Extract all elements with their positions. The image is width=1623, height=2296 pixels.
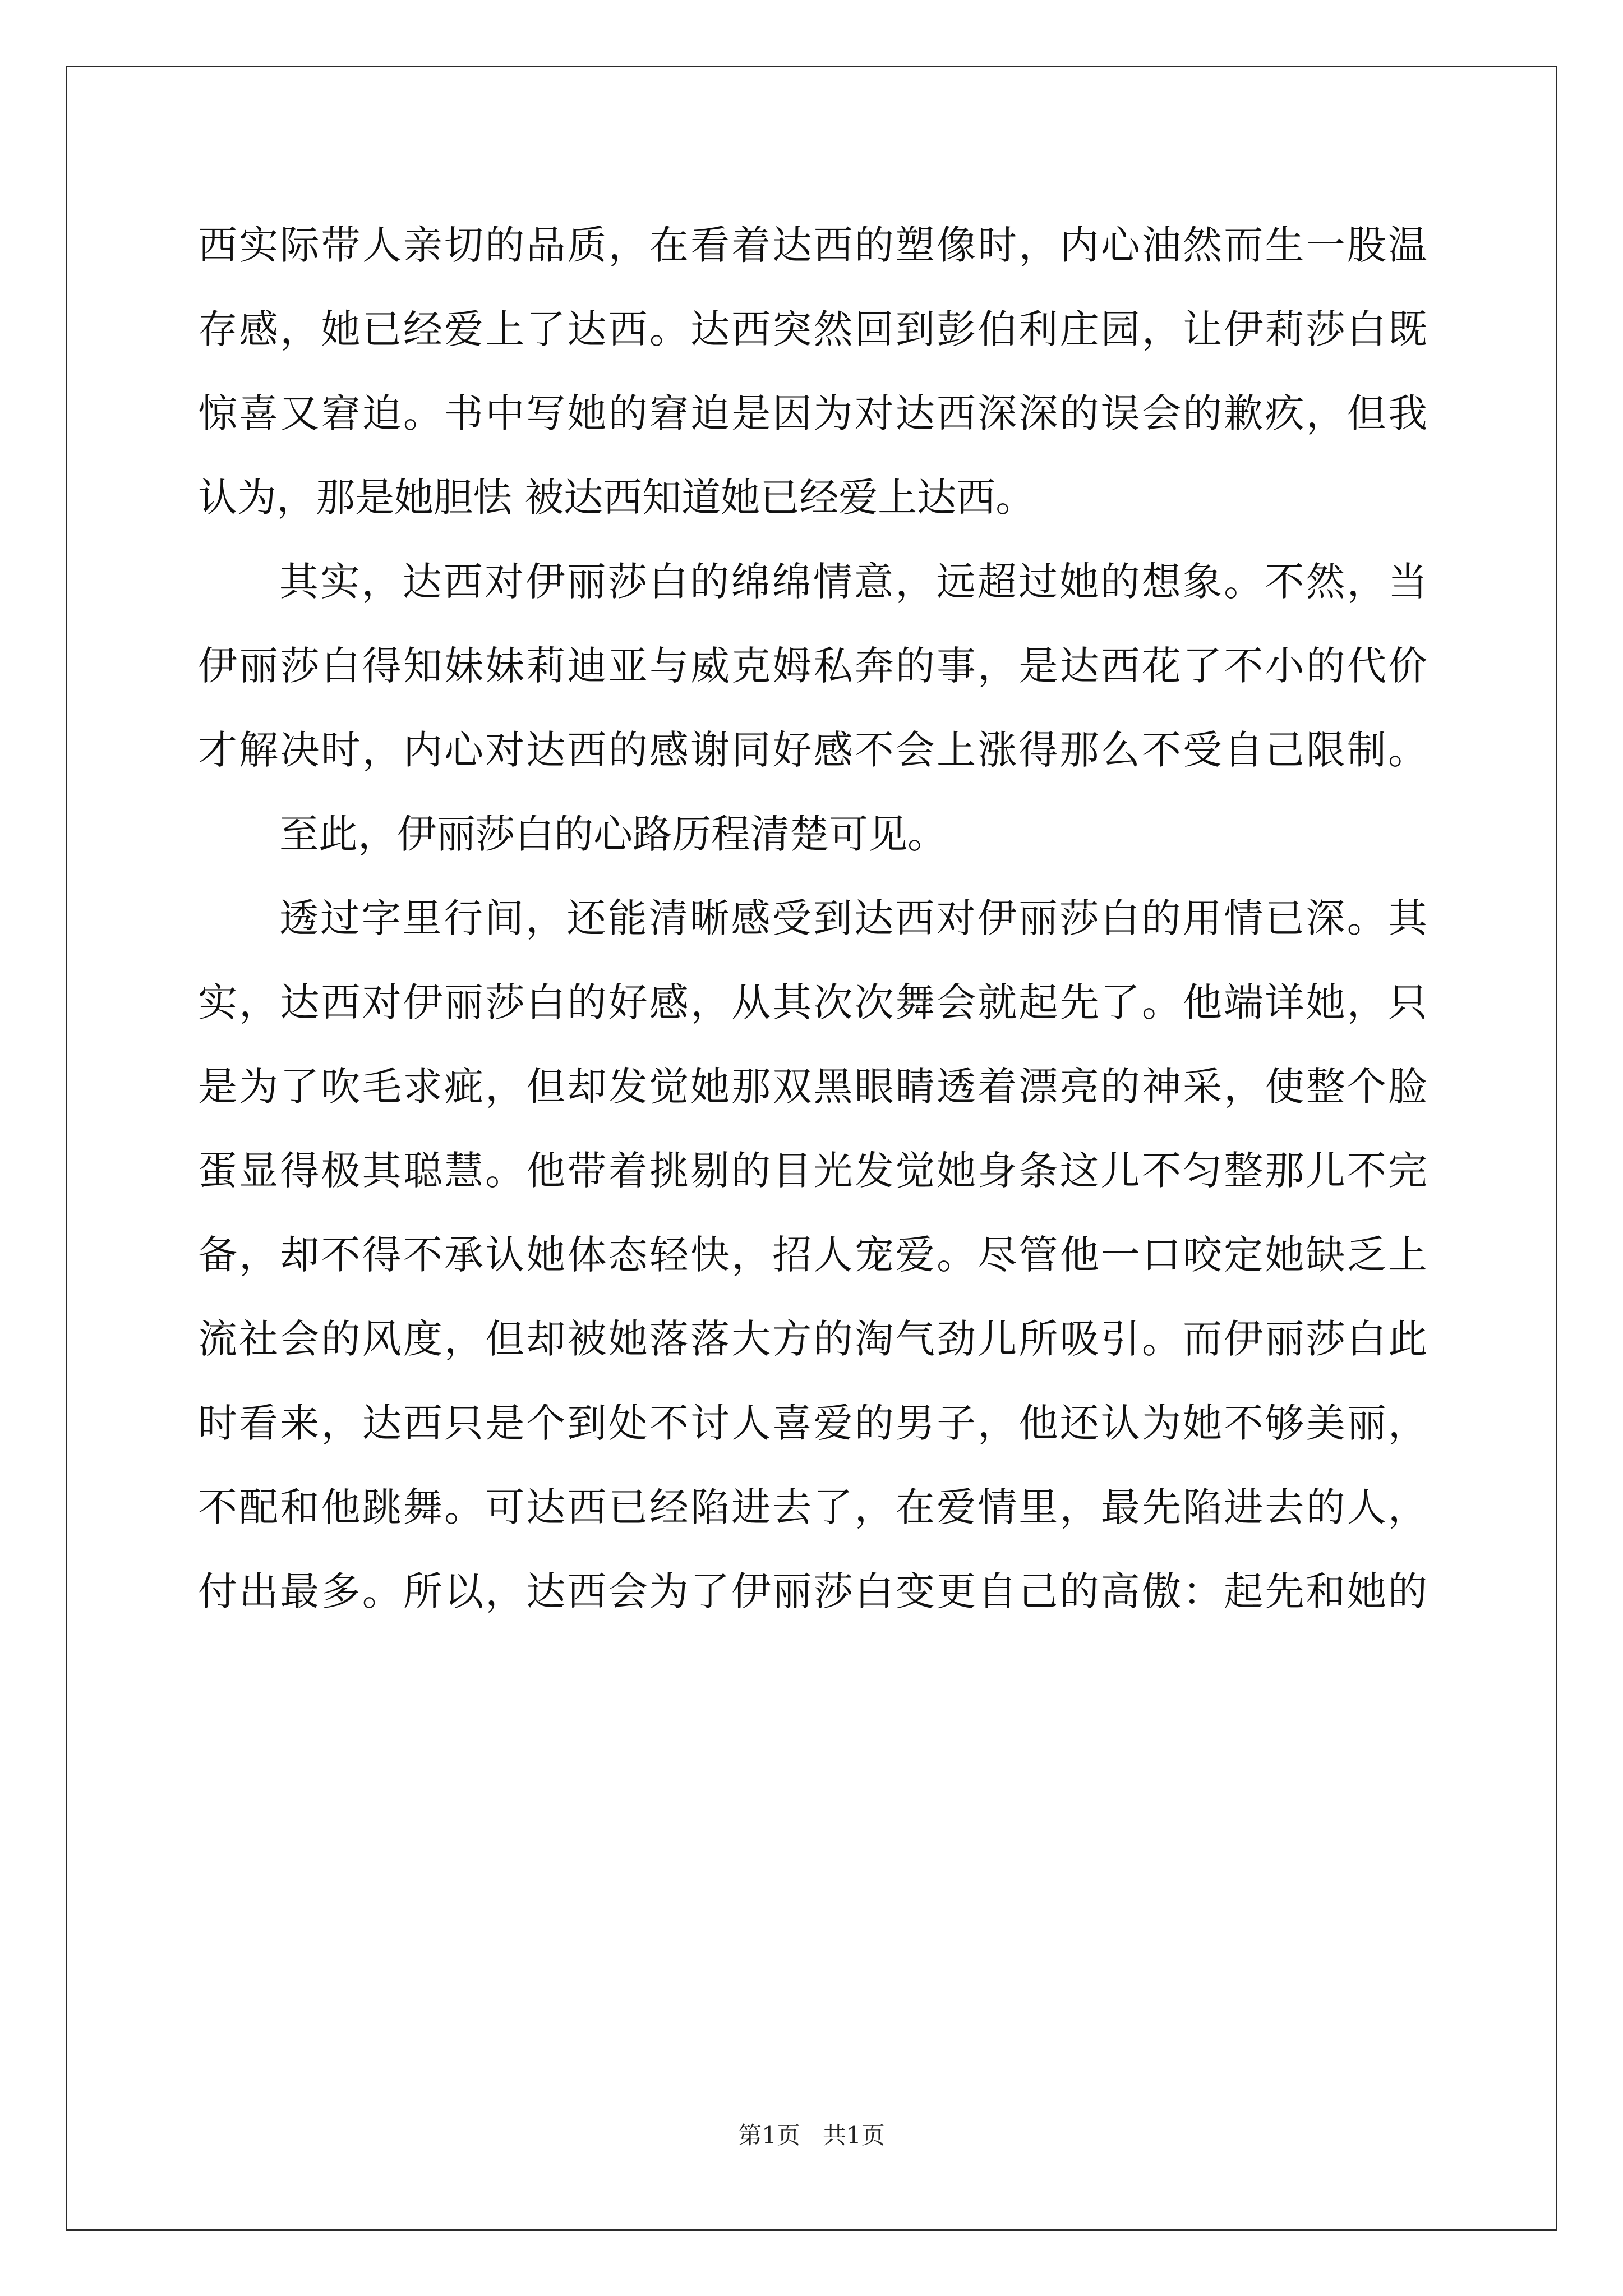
text-line: 西实际带人亲切的品质，在看着达西的塑像时，内心油然而生一股温 — [198, 222, 1427, 268]
paragraph — [198, 203, 1427, 540]
text-line: 流社会的风度，但却被她落落大方的淘气劲儿所吸引。而伊丽莎白此 — [198, 1316, 1427, 1362]
text-line: 不配和他跳舞。可达西已经陷进去了，在爱情里，最先陷进去的人， — [198, 1484, 1427, 1530]
text-line: 才解决时，内心对达西的感谢同好感不会上涨得那么不受自己限制。 — [198, 727, 1427, 773]
page-footer — [0, 2122, 1623, 2150]
paragraph — [198, 792, 1427, 876]
text-line: 至此，伊丽莎白的心路历程清楚可见。 — [279, 811, 947, 857]
text-line: 认为，那是她胆怯 被达西知道她已经爱上达西。 — [198, 475, 1035, 521]
paragraph — [198, 540, 1427, 792]
text-line: 蛋显得极其聪慧。他带着挑剔的目光发觉她身条这儿不匀整那儿不完 — [198, 1148, 1427, 1194]
page-total: 共1页 — [823, 2122, 885, 2149]
text-line: 存感，她已经爱上了达西。达西突然回到彭伯利庄园，让伊莉莎白既 — [198, 306, 1427, 352]
text-line: 伊丽莎白得知妹妹莉迪亚与威克姆私奔的事，是达西花了不小的代价 — [198, 643, 1427, 689]
text-line: 惊喜又窘迫。书中写她的窘迫是因为对达西深深的误会的歉疚，但我 — [198, 390, 1427, 436]
text-line: 其实，达西对伊丽莎白的绵绵情意，远超过她的想象。不然，当 — [279, 559, 1427, 605]
document-body — [198, 203, 1427, 1634]
text-line: 付出最多。所以，达西会为了伊丽莎白变更自己的高傲：起先和她的 — [198, 1568, 1427, 1614]
text-line: 备，却不得不承认她体态轻快，招人宠爱。尽管他一口咬定她缺乏上 — [198, 1232, 1427, 1278]
page-number: 第1页 — [738, 2122, 800, 2149]
paragraph — [198, 876, 1427, 1634]
text-line: 透过字里行间，还能清晰感受到达西对伊丽莎白的用情已深。其 — [279, 895, 1427, 941]
text-line: 时看来，达西只是个到处不讨人喜爱的男子，他还认为她不够美丽， — [198, 1400, 1427, 1446]
text-line: 是为了吹毛求疵，但却发觉她那双黑眼睛透着漂亮的神采，使整个脸 — [198, 1064, 1427, 1110]
text-line: 实，达西对伊丽莎白的好感，从其次次舞会就起先了。他端详她，只 — [198, 979, 1427, 1025]
